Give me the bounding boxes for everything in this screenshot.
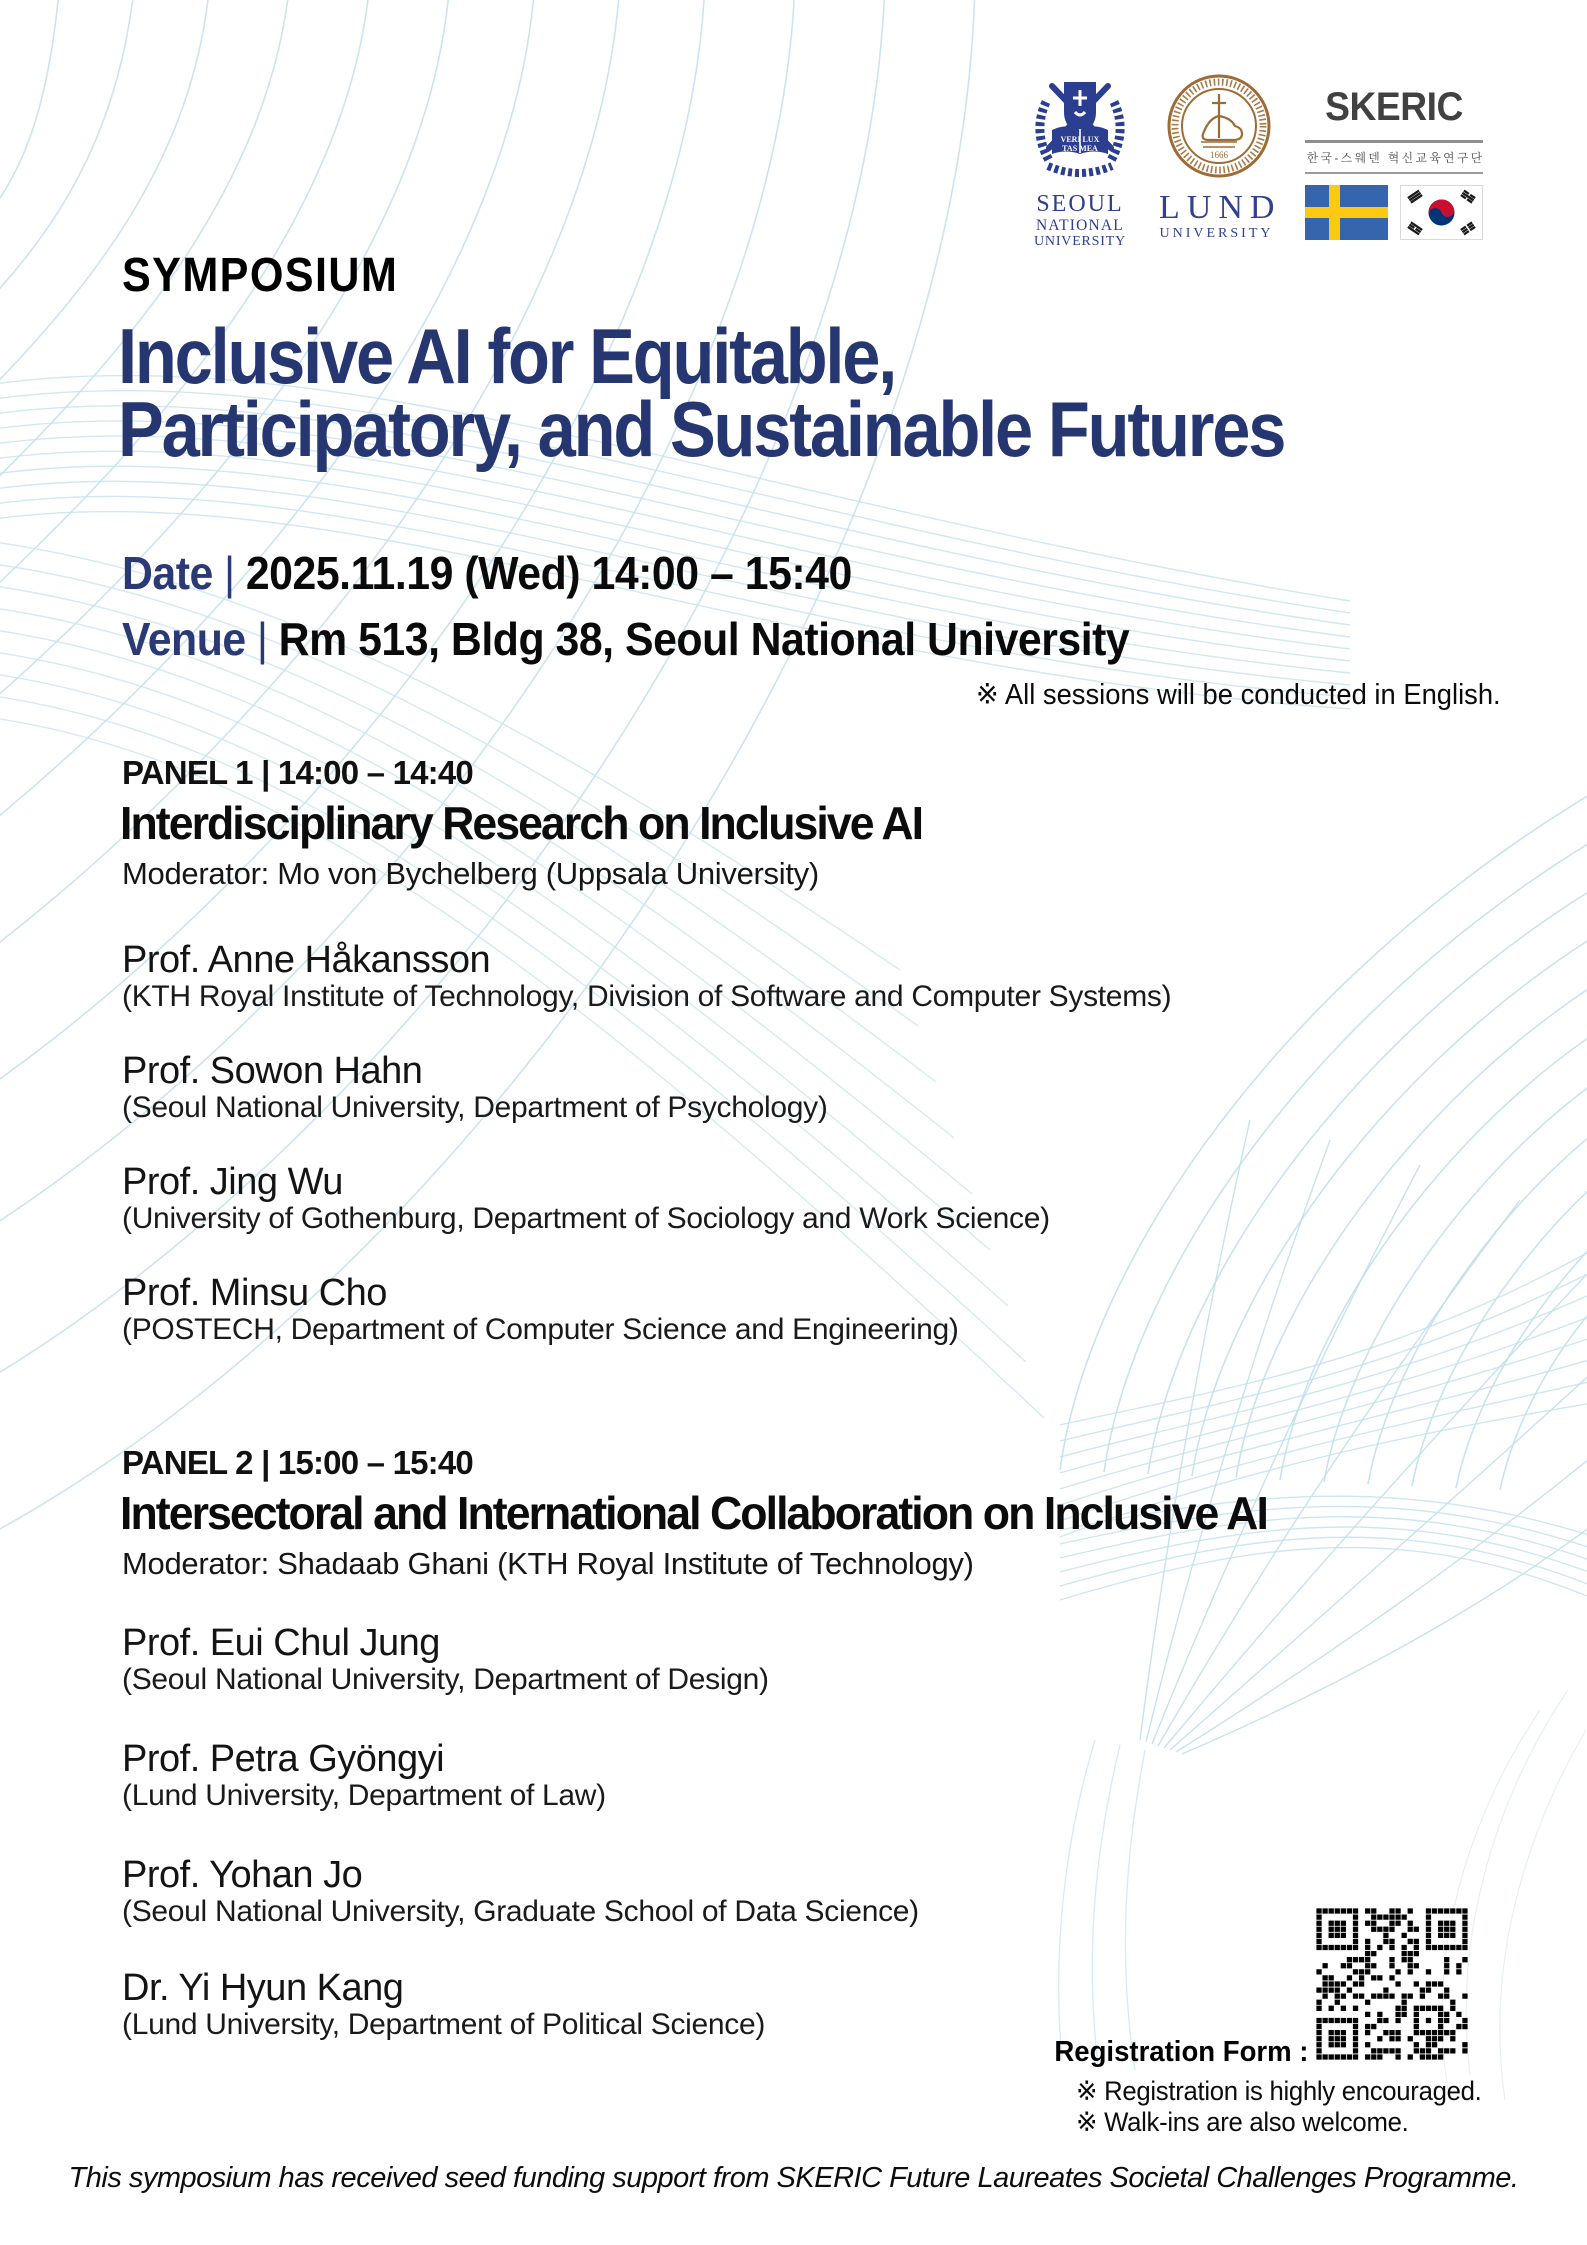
speaker xyxy=(122,1966,765,2044)
panel2-title: Intersectoral and International Collaboration on Inclusive AI xyxy=(120,1487,1267,1539)
page-title xyxy=(118,312,1285,473)
speaker xyxy=(122,1049,828,1127)
venue-value: Rm 513, Bldg 38, Seoul National University xyxy=(278,613,1130,665)
speaker-name: Dr. Yi Hyun Kang xyxy=(122,1967,404,2009)
lund-logo xyxy=(1153,72,1282,242)
speaker-affiliation: (University of Gothenburg, Department of Sociology and Work Science) xyxy=(122,1202,1050,1235)
snu-crest-icon xyxy=(1028,74,1132,182)
speaker xyxy=(122,1737,606,1815)
panel1-label: PANEL 1 | 14:00 – 14:40 xyxy=(122,754,473,791)
snu-wordmark-line-1: SEOUL xyxy=(1036,191,1124,217)
speaker-affiliation: (Seoul National University, Department of Design) xyxy=(122,1663,769,1696)
date-label: Date xyxy=(122,547,213,599)
lund-seal-icon xyxy=(1165,72,1273,180)
funding-acknowledgement: This symposium has received seed funding support from SKERIC Future Laureates Societal Challenges Programme. xyxy=(68,2162,1519,2194)
venue-label: Venue xyxy=(122,613,246,665)
speaker-affiliation: (KTH Royal Institute of Technology, Division of Software and Computer Systems) xyxy=(122,980,1172,1013)
lund-seal-year: 1666 xyxy=(1210,150,1228,160)
speaker-affiliation: (Lund University, Department of Law) xyxy=(122,1779,606,1812)
panel2-moderator: Moderator: Shadaab Ghani (KTH Royal Institute of Technology) xyxy=(122,1546,974,1581)
speaker-name: Prof. Eui Chul Jung xyxy=(122,1622,440,1664)
speaker xyxy=(122,1271,959,1349)
registration-label: Registration Form : xyxy=(1053,2036,1308,2068)
panel1-moderator: Moderator: Mo von Bychelberg (Uppsala University) xyxy=(122,856,819,891)
snu-book-text-1: VERI LUX xyxy=(1060,135,1100,144)
skeric-wordmark: SKERIC xyxy=(1325,85,1463,129)
date-row xyxy=(122,546,852,600)
speaker-name: Prof. Petra Gyöngyi xyxy=(122,1738,445,1780)
skeric-logo xyxy=(1305,84,1483,240)
kicker: SYMPOSIUM xyxy=(122,249,399,302)
panel2-label: PANEL 2 | 15:00 – 15:40 xyxy=(122,1444,473,1481)
speaker-name: Prof. Minsu Cho xyxy=(122,1272,387,1314)
registration-note-1: ※ Registration is highly encouraged. xyxy=(1076,2076,1482,2106)
registration-note-2: ※ Walk-ins are also welcome. xyxy=(1076,2107,1409,2137)
snu-book-text-2: TAS MEA xyxy=(1062,144,1098,153)
speaker-name: Prof. Jing Wu xyxy=(122,1161,343,1203)
speaker-name: Prof. Anne Håkansson xyxy=(122,939,491,981)
speaker-name: Prof. Yohan Jo xyxy=(122,1854,363,1896)
title-line-1: Inclusive AI for Equitable, xyxy=(118,312,896,400)
skeric-rule-top xyxy=(1305,140,1483,143)
speaker-name: Prof. Sowon Hahn xyxy=(122,1050,423,1092)
lund-wordmark-line-2: UNIVERSITY xyxy=(1159,226,1274,241)
panel1-title: Interdisciplinary Research on Inclusive AI xyxy=(120,797,923,849)
speaker-affiliation: (Seoul National University, Department of Psychology) xyxy=(122,1091,828,1124)
speaker xyxy=(122,938,1171,1016)
lund-wordmark-line-1: LUND xyxy=(1159,189,1282,226)
snu-wordmark-line-3: UNIVERSITY xyxy=(1034,234,1126,249)
korea-flag-icon xyxy=(1400,185,1483,240)
speaker xyxy=(122,1160,1050,1238)
skeric-rule-bottom xyxy=(1305,172,1483,174)
title-line-2: Participatory, and Sustainable Futures xyxy=(118,385,1285,473)
skeric-korean-subtitle: 한국-스웨덴 혁신교육연구단 xyxy=(1306,151,1485,165)
language-note: ※ All sessions will be conducted in English. xyxy=(976,679,1501,711)
speaker-affiliation: (Lund University, Department of Political Science) xyxy=(122,2008,766,2041)
snu-logo xyxy=(1028,74,1132,250)
venue-separator: | xyxy=(256,613,268,665)
date-value: 2025.11.19 (Wed) 14:00 – 15:40 xyxy=(245,547,852,599)
speaker-affiliation: (Seoul National University, Graduate School of Data Science) xyxy=(122,1895,919,1928)
speaker xyxy=(122,1853,919,1931)
date-separator: | xyxy=(224,547,235,599)
snu-wordmark-line-2: NATIONAL xyxy=(1036,217,1124,234)
sweden-flag-icon xyxy=(1305,185,1388,240)
speaker xyxy=(122,1621,769,1699)
speaker-affiliation: (POSTECH, Department of Computer Science and Engineering) xyxy=(122,1313,959,1346)
venue-row xyxy=(122,612,1129,666)
qr-code xyxy=(1316,1906,1468,2062)
